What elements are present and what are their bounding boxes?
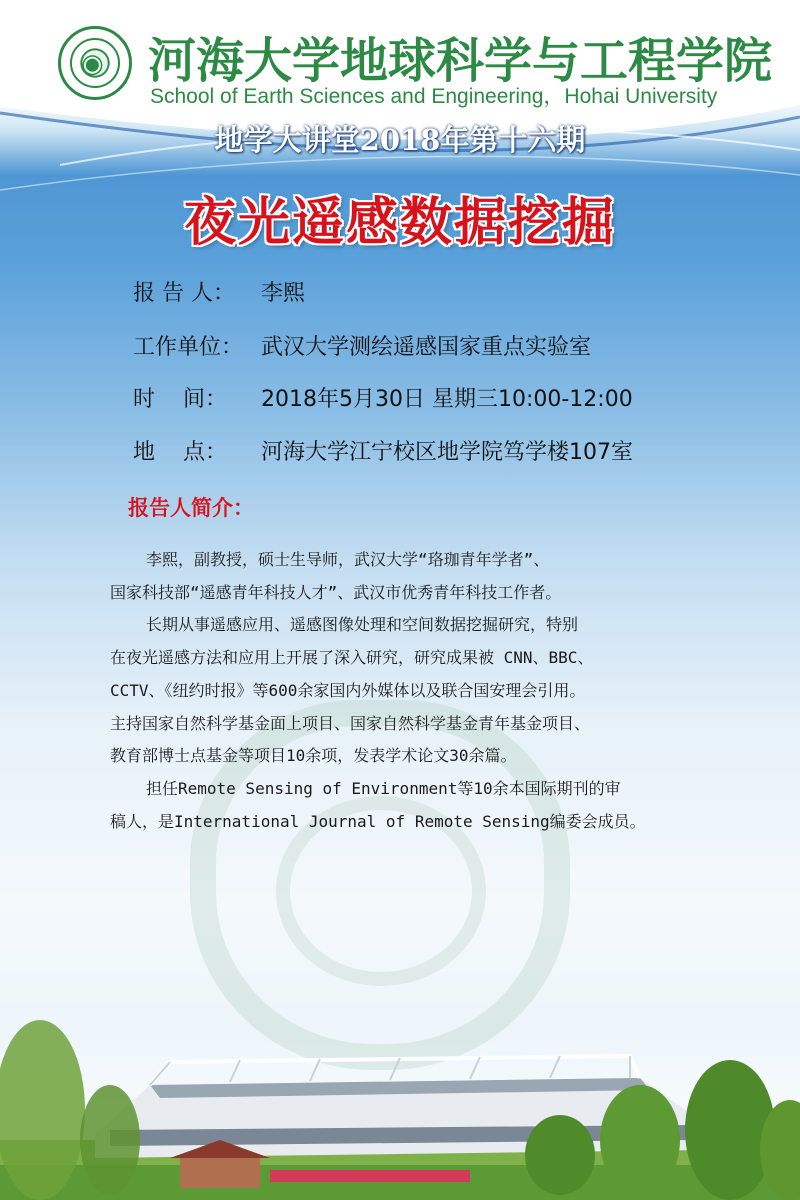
info-affiliation <box>133 330 591 361</box>
lecture-series: 地学大讲堂2018年第十六期 <box>214 123 586 157</box>
intro-heading: 报告人简介： <box>128 496 254 520</box>
info-label: 地 点： <box>133 440 227 465</box>
bio-line: 主持国家自然科学基金面上项目、国家自然科学基金青年基金项目、 <box>110 713 591 733</box>
info-value: 武汉大学测绘遥感国家重点实验室 <box>261 335 592 360</box>
lecture-title: 夜光遥感数据挖掘 <box>183 192 616 253</box>
bio-line: 稿人，是International Journal of Remote Sensing编委会成员。 <box>110 811 646 831</box>
info-value: 李熙 <box>261 281 306 306</box>
info-time <box>133 382 633 413</box>
info-label: 工作单位： <box>133 335 244 360</box>
school-name-cn: 河海大学地球科学与工程学院 <box>148 33 773 89</box>
bio-line: CCTV、《纽约时报》等600余家国内外媒体以及联合国安理会引用。 <box>110 680 586 700</box>
info-label: 时 间： <box>133 387 227 412</box>
bio-line: 在夜光遥感方法和应用上开展了深入研究，研究成果被 CNN、BBC、 <box>110 648 594 668</box>
school-name-en: School of Earth Sciences and Engineering，Hohai University <box>150 85 718 108</box>
info-speaker <box>133 276 305 307</box>
stadium-scene <box>0 990 800 1200</box>
bio-line: 教育部博士点基金等项目10余项，发表学术论文30余篇。 <box>110 746 517 766</box>
bio-line: 长期从事遥感应用、遥感图像处理和空间数据挖掘研究，特别 <box>146 615 579 635</box>
header <box>0 0 800 110</box>
info-value: 河海大学江宁校区地学院笃学楼107室 <box>261 440 633 465</box>
info-value: 2018年5月30日 星期三10:00-12:00 <box>261 387 633 412</box>
globe-icon: ◉ <box>81 49 104 79</box>
bio-line: 国家科技部“遥感青年科技人才”、武汉市优秀青年科技工作者。 <box>110 582 562 602</box>
bio-line: 担任Remote Sensing of Environment等10余本国际期刊的审 <box>146 778 621 798</box>
speaker-bio <box>110 544 750 838</box>
bio-line: 李熙，副教授，硕士生导师，武汉大学“珞珈青年学者”、 <box>146 550 550 569</box>
info-label: 报 告 人： <box>133 281 235 306</box>
info-location <box>133 435 633 466</box>
school-seal-icon <box>58 26 132 100</box>
